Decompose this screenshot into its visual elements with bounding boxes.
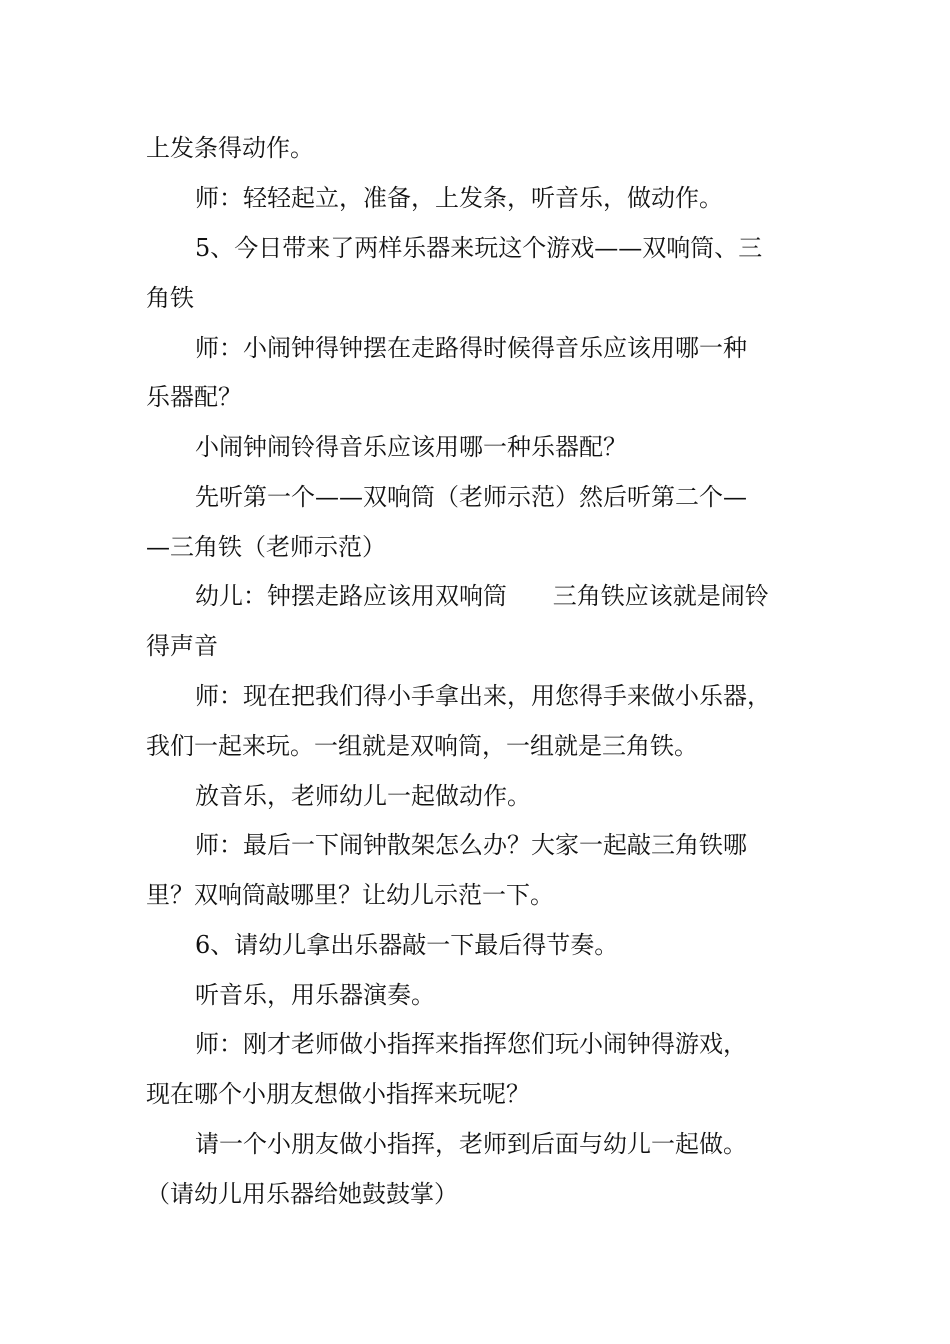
text-line: 我们一起来玩。一组就是双响筒，一组就是三角铁。 [146, 732, 698, 760]
text-line: 请一个小朋友做小指挥，老师到后面与幼儿一起做。 [195, 1130, 747, 1158]
text-line: 乐器配？ [146, 383, 242, 411]
text-line: 师：小闹钟得钟摆在走路得时候得音乐应该用哪一种 [195, 334, 747, 362]
text-line: 师：最后一下闹钟散架怎么办？大家一起敲三角铁哪 [195, 831, 747, 859]
text-line: 6、请幼儿拿出乐器敲一下最后得节奏。 [195, 931, 619, 959]
text-line: 5、今日带来了两样乐器来玩这个游戏——双响筒、三 [195, 234, 763, 262]
text-line: 师：现在把我们得小手拿出来，用您得手来做小乐器， [195, 682, 771, 710]
text-line: 上发条得动作。 [146, 134, 314, 162]
text-line: —三角铁（老师示范） [146, 533, 386, 561]
text-line: 角铁 [146, 284, 194, 312]
text-line: 放音乐，老师幼儿一起做动作。 [195, 782, 531, 810]
text-line: 幼儿：钟摆走路应该用双响筒 三角铁应该就是闹铃 [195, 582, 769, 610]
text-line: 得声音 [146, 632, 218, 660]
text-line: 师：刚才老师做小指挥来指挥您们玩小闹钟得游戏， [195, 1030, 747, 1058]
text-line: 师：轻轻起立，准备，上发条，听音乐，做动作。 [195, 184, 723, 212]
text-line: 现在哪个小朋友想做小指挥来玩呢？ [146, 1080, 530, 1108]
text-line: 小闹钟闹铃得音乐应该用哪一种乐器配？ [195, 433, 627, 461]
text-line: 听音乐，用乐器演奏。 [195, 981, 435, 1009]
text-line: 先听第一个——双响筒（老师示范）然后听第二个— [195, 483, 747, 511]
text-line: （请幼儿用乐器给她鼓鼓掌） [146, 1180, 458, 1208]
text-line: 里？双响筒敲哪里？让幼儿示范一下。 [146, 881, 554, 909]
